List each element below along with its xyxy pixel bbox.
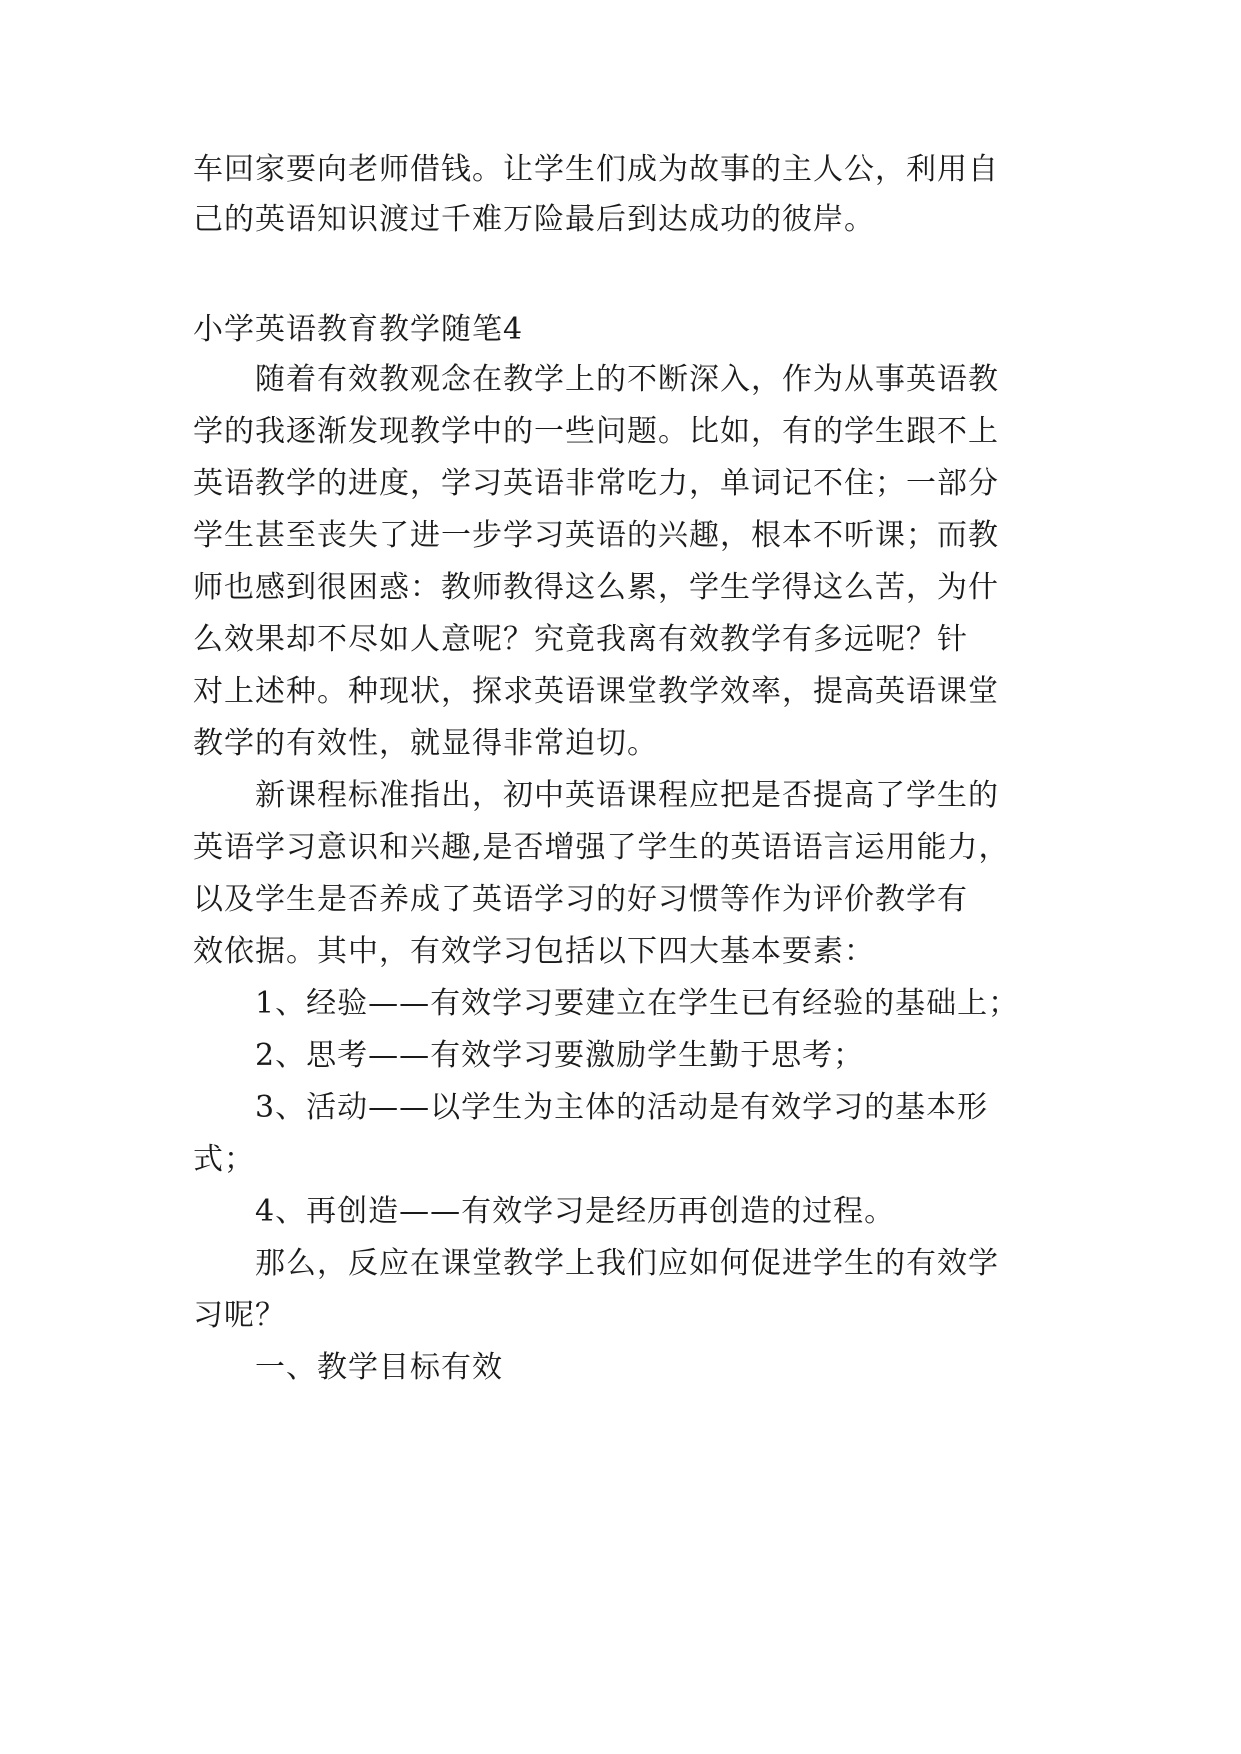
section-heading: 小学英语教育教学随笔4 — [193, 312, 524, 347]
list-item: 1、经验——有效学习要建立在学生已有经验的基础上； — [255, 986, 1020, 1021]
body-text-line: 对上述种。种现状，探求英语课堂教学效率，提高英语课堂 — [193, 674, 999, 709]
list-item: 3、活动——以学生为主体的活动是有效学习的基本形 — [255, 1090, 989, 1125]
body-text-line: 车回家要向老师借钱。让学生们成为故事的主人公，利用自 — [193, 152, 999, 187]
body-text-line: 师也感到很困惑：教师教得这么累，学生学得这么苦，为什 — [193, 570, 999, 605]
list-item-continuation: 式； — [193, 1142, 255, 1177]
body-text-line: 学生甚至丧失了进一步学习英语的兴趣，根本不听课；而教 — [193, 518, 999, 553]
body-text-line: 习呢？ — [193, 1298, 286, 1333]
body-text-line: 新课程标准指出，初中英语课程应把是否提高了学生的 — [255, 778, 999, 813]
body-text-line: 教学的有效性，就显得非常迫切。 — [193, 726, 658, 761]
body-text-line: 英语教学的进度，学习英语非常吃力，单词记不住；一部分 — [193, 466, 999, 501]
body-text-line: 以及学生是否养成了英语学习的好习惯等作为评价教学有 — [193, 882, 968, 917]
body-text-line: 学的我逐渐发现教学中的一些问题。比如，有的学生跟不上 — [193, 414, 999, 449]
body-text-line: 效依据。其中，有效学习包括以下四大基本要素： — [193, 934, 875, 969]
body-text-line: 么效果却不尽如人意呢？究竟我离有效教学有多远呢？针 — [193, 622, 968, 657]
body-text-line: 己的英语知识渡过千难万险最后到达成功的彼岸。 — [193, 202, 875, 237]
list-item: 4、再创造——有效学习是经历再创造的过程。 — [255, 1194, 896, 1229]
body-text-line: 那么，反应在课堂教学上我们应如何促进学生的有效学 — [255, 1246, 999, 1281]
body-text-line: 英语学习意识和兴趣,是否增强了学生的英语语言运用能力， — [193, 830, 1010, 865]
subsection-heading: 一、教学目标有效 — [255, 1350, 503, 1385]
list-item: 2、思考——有效学习要激励学生勤于思考； — [255, 1038, 865, 1073]
body-text-line: 随着有效教观念在教学上的不断深入，作为从事英语教 — [255, 362, 999, 397]
